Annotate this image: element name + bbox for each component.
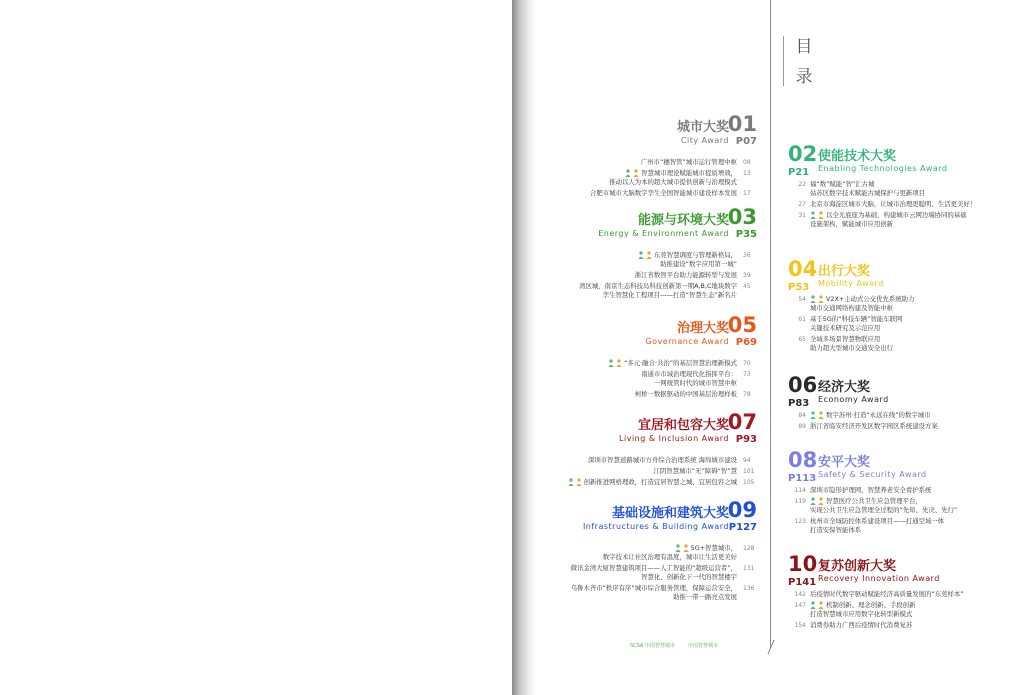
entry-title-line: 设施架构，赋能城市应用创新 bbox=[810, 220, 894, 228]
section-title: 使能技术大奖 bbox=[818, 149, 897, 164]
entry-title-line: 合肥市城市大脑数字孪生全国智能城市建设样本发展 bbox=[590, 189, 737, 197]
section-number: 07 bbox=[727, 410, 757, 434]
person-icon bbox=[818, 411, 824, 419]
entry-page-number: 147 bbox=[794, 602, 806, 609]
person-icon bbox=[683, 544, 689, 552]
award-section-07 bbox=[542, 410, 757, 489]
entry-page-number: 45 bbox=[743, 283, 751, 290]
entry-title-line: 杭州市全域防控体系建设项目——打通空域一体 bbox=[810, 517, 945, 525]
section-title: 城市大奖 bbox=[676, 120, 729, 135]
section-page: P127 bbox=[728, 522, 757, 533]
entry-title-line: 打造智慧城市应用数字化转型新模式 bbox=[810, 610, 913, 618]
person-icon bbox=[810, 497, 816, 505]
entry-title-line: 数字技术让社区治理有温度，城市让生活更美好 bbox=[602, 553, 737, 561]
toc-entry[interactable] bbox=[788, 621, 1018, 630]
entry-title-line: 全域多场景智慧物联应用 bbox=[810, 335, 881, 343]
section-header[interactable] bbox=[542, 205, 757, 249]
section-subtitle: Energy & Environment Award bbox=[598, 229, 729, 238]
toc-entry[interactable] bbox=[788, 295, 1018, 313]
toc-page bbox=[512, 0, 1024, 695]
entry-page-number: 27 bbox=[798, 201, 806, 208]
entry-title-line: 柯桥一数据驱动的中国基层治理样板 bbox=[634, 390, 737, 398]
entry-page-number: 65 bbox=[798, 336, 806, 343]
section-header[interactable] bbox=[788, 257, 1018, 293]
divider-tick bbox=[766, 640, 776, 654]
section-page: P69 bbox=[735, 337, 757, 348]
column-divider bbox=[770, 0, 771, 648]
toc-entry[interactable] bbox=[788, 211, 1018, 229]
toc-heading-char: 录 bbox=[795, 67, 813, 87]
entry-page-number: 136 bbox=[743, 585, 755, 592]
section-header[interactable] bbox=[542, 313, 757, 357]
section-subtitle: City Award bbox=[680, 136, 729, 145]
section-header[interactable] bbox=[542, 498, 757, 542]
entry-page-number: 78 bbox=[743, 391, 751, 398]
entry-page-number: 128 bbox=[743, 545, 755, 552]
toc-heading-char: 目 bbox=[795, 37, 813, 57]
award-section-02 bbox=[788, 142, 1018, 231]
entry-page-number: 31 bbox=[798, 212, 806, 219]
entry-title-line: 南通市市域治理现代化指挥平台： bbox=[641, 370, 737, 378]
section-title: 经济大奖 bbox=[818, 380, 871, 395]
toc-entry[interactable] bbox=[542, 467, 757, 476]
toc-entry[interactable] bbox=[542, 158, 757, 167]
section-number: 04 bbox=[788, 257, 818, 281]
person-icon bbox=[810, 411, 816, 419]
footer-logo-1: SCSA 中国智慧城市 bbox=[630, 643, 675, 649]
entry-title-line: 广州市“穗智管”城市运行管理中枢 bbox=[640, 158, 737, 166]
section-subtitle: Economy Award bbox=[818, 395, 889, 404]
person-icon bbox=[576, 478, 582, 486]
section-header[interactable] bbox=[788, 448, 1018, 484]
entry-title-line: 助力超大型城市交通安全出行 bbox=[810, 344, 894, 352]
entry-title-line: 福“数”赋能“智”汇古城 bbox=[810, 180, 875, 188]
section-number: 09 bbox=[727, 498, 757, 522]
section-number: 01 bbox=[727, 112, 757, 136]
award-section-09 bbox=[542, 498, 757, 604]
section-title: 基础设施和建筑大奖 bbox=[611, 506, 729, 521]
award-section-03 bbox=[542, 205, 757, 302]
entry-page-number: 131 bbox=[743, 565, 755, 572]
entry-title-line: 姑苏区数字技术赋能古城保护与更新项目 bbox=[810, 189, 926, 197]
section-subtitle: Infrastructures & Building Award bbox=[582, 522, 729, 531]
entry-title-line: 一网统管时代的城市智慧中枢 bbox=[653, 379, 737, 387]
entry-title-line: 深圳市智慧道路城市方舟综合治理系统 海绵城市建设 bbox=[587, 456, 737, 464]
section-page: P35 bbox=[735, 229, 757, 240]
book-spine-shadow bbox=[512, 0, 536, 695]
entry-page-number: 73 bbox=[743, 371, 751, 378]
section-subtitle: Enabling Technologies Award bbox=[818, 164, 948, 173]
section-number: 10 bbox=[788, 552, 818, 576]
entry-page-number: 154 bbox=[794, 622, 806, 629]
section-page: P83 bbox=[788, 398, 810, 409]
entry-title-line: 智慧化、创新化下一代的智慧楼宇 bbox=[641, 573, 737, 581]
toc-entry[interactable] bbox=[542, 359, 757, 368]
section-page: P07 bbox=[735, 136, 757, 147]
person-icon bbox=[810, 295, 816, 303]
entry-title-line: 智慧医疗公共卫生应急管理平台， bbox=[826, 497, 922, 505]
entry-page-number: 84 bbox=[798, 412, 806, 419]
entry-page-number: 13 bbox=[743, 170, 751, 177]
section-subtitle: Governance Award bbox=[645, 337, 729, 346]
section-page: P93 bbox=[735, 434, 757, 445]
section-subtitle: Recovery Innovation Award bbox=[818, 574, 940, 583]
section-header[interactable] bbox=[788, 552, 1018, 588]
toc-heading-bar bbox=[783, 36, 784, 86]
entry-page-number: 61 bbox=[798, 316, 806, 323]
entry-title-line: 助推一带一路亮点发展 bbox=[673, 593, 737, 601]
section-title: 宜居和包容大奖 bbox=[637, 418, 729, 433]
entry-title-line: 孪生智慧化工程项目——打造“智慧生态”新名片 bbox=[602, 291, 737, 299]
toc-entry[interactable] bbox=[788, 335, 1018, 353]
entry-title-line: 乌鲁木齐市“秩序有序”城市综合服务管理，保障运营安全， bbox=[570, 584, 737, 592]
toc-entry[interactable] bbox=[788, 180, 1018, 198]
toc-entry[interactable] bbox=[788, 200, 1018, 209]
section-number: 08 bbox=[788, 448, 818, 472]
toc-entry[interactable] bbox=[788, 590, 1018, 599]
award-section-06 bbox=[788, 373, 1018, 433]
person-icon bbox=[646, 251, 652, 259]
entry-page-number: 54 bbox=[798, 296, 806, 303]
toc-entry[interactable] bbox=[788, 486, 1018, 495]
entry-page-number: 36 bbox=[743, 252, 751, 259]
entry-title-line: 浙江省临安经济开发区数字园区系统建设方案 bbox=[810, 422, 938, 430]
section-header[interactable] bbox=[542, 112, 757, 156]
entry-title-line: V2X+主动式公交优先系统助力 bbox=[826, 295, 915, 303]
section-header[interactable] bbox=[788, 373, 1018, 409]
award-section-01 bbox=[542, 112, 757, 200]
person-icon bbox=[616, 359, 622, 367]
entry-title-line: 智慧城市理论赋能城市提质增效， bbox=[641, 169, 737, 177]
person-icon bbox=[818, 497, 824, 505]
entry-title-line: 基于5G的“科技车辆”智能车联网 bbox=[810, 315, 903, 323]
toc-entry[interactable] bbox=[542, 544, 757, 562]
person-icon bbox=[638, 251, 644, 259]
entry-title-line: 数字苏州·打造“永远在线”的数字城市 bbox=[826, 411, 931, 419]
entry-title-line: 关键技术研究及示范应用 bbox=[810, 324, 881, 332]
toc-heading bbox=[792, 32, 816, 92]
toc-entry[interactable] bbox=[542, 390, 757, 399]
section-number: 03 bbox=[727, 205, 757, 229]
toc-entry[interactable] bbox=[542, 370, 757, 388]
entry-title-line: 5G+智慧城市， bbox=[690, 544, 737, 552]
entry-page-number: 119 bbox=[794, 498, 806, 505]
toc-entry[interactable] bbox=[542, 282, 757, 300]
entry-page-number: 89 bbox=[798, 423, 806, 430]
entry-page-number: 123 bbox=[794, 518, 806, 525]
entry-page-number: 142 bbox=[794, 591, 806, 598]
entry-title-line: 浙江省数智平台助力能源转型与发展 bbox=[634, 271, 737, 279]
person-icon bbox=[568, 478, 574, 486]
section-page: P141 bbox=[788, 577, 817, 588]
entry-page-number: 08 bbox=[743, 159, 751, 166]
section-title: 治理大奖 bbox=[676, 321, 729, 336]
person-icon bbox=[633, 169, 639, 177]
section-subtitle: Safety & Security Award bbox=[818, 470, 927, 479]
section-page: P53 bbox=[788, 282, 810, 293]
section-title: 出行大奖 bbox=[818, 264, 871, 279]
award-section-10 bbox=[788, 552, 1018, 632]
section-subtitle: Mobility Award bbox=[818, 279, 884, 288]
entry-title-line: 湾区城，南京生态科技岛科技创新第一期A,B,C地块数字 bbox=[579, 282, 737, 290]
toc-entry[interactable] bbox=[542, 584, 757, 602]
toc-entry[interactable] bbox=[788, 497, 1018, 515]
entry-title-line: “多元·融合·共治”的基层智慧治理新模式 bbox=[624, 359, 737, 367]
entry-title-line: 后疫情时代数字驱动赋能经济高质量发展的“东莞样本” bbox=[810, 590, 964, 598]
toc-entry[interactable] bbox=[788, 315, 1018, 333]
entry-title-line: 东莞智慧调度与管理新格局， bbox=[653, 251, 737, 259]
section-title: 安平大奖 bbox=[818, 455, 871, 470]
section-subtitle: Living & Inclusion Award bbox=[619, 434, 729, 443]
section-page: P21 bbox=[788, 167, 810, 178]
section-header[interactable] bbox=[542, 410, 757, 454]
entry-page-number: 22 bbox=[798, 181, 806, 188]
person-icon bbox=[818, 601, 824, 609]
entry-page-number: 94 bbox=[743, 457, 751, 464]
entry-page-number: 39 bbox=[743, 272, 751, 279]
entry-page-number: 101 bbox=[743, 468, 755, 475]
person-icon bbox=[608, 359, 614, 367]
entry-title-line: 江阴智慧城市“无”障碍“智”慧 bbox=[653, 467, 737, 475]
toc-entry[interactable] bbox=[788, 517, 1018, 535]
person-icon bbox=[810, 211, 816, 219]
section-number: 06 bbox=[788, 373, 818, 397]
entry-page-number: 70 bbox=[743, 360, 751, 367]
section-header[interactable] bbox=[788, 142, 1018, 178]
entry-title-line: 机制创新、理念创新、手段创新 bbox=[826, 601, 916, 609]
toc-entry[interactable] bbox=[542, 271, 757, 280]
person-icon bbox=[818, 295, 824, 303]
award-section-08 bbox=[788, 448, 1018, 537]
footer-logos bbox=[630, 640, 750, 652]
award-section-04 bbox=[788, 257, 1018, 355]
entry-title-line: 北京市海淀区城市大脑，让城市治理更聪明、生活更美好！ bbox=[810, 200, 977, 208]
toc-entry[interactable] bbox=[788, 422, 1018, 431]
person-icon bbox=[675, 544, 681, 552]
entry-title-line: 推动以人为本的超大城市提供创新与治理模式 bbox=[609, 178, 737, 186]
toc-entry[interactable] bbox=[788, 601, 1018, 619]
entry-page-number: 105 bbox=[743, 479, 755, 486]
footer-logo-2: 中国智慧城市 bbox=[688, 643, 719, 649]
toc-entry[interactable] bbox=[542, 478, 757, 487]
toc-entry[interactable] bbox=[542, 169, 757, 187]
toc-entry[interactable] bbox=[788, 411, 1018, 420]
award-section-05 bbox=[542, 313, 757, 401]
entry-title-line: 微讯金湾大厦智慧建筑项目——人工智能的“超级运营者”， bbox=[570, 564, 737, 572]
section-number: 02 bbox=[788, 142, 818, 166]
person-icon bbox=[625, 169, 631, 177]
section-page: P113 bbox=[788, 473, 817, 484]
entry-title-line: 深圳市隐形护理网，智慧养老安全看护系统 bbox=[810, 486, 932, 494]
entry-title-line: 以全光底座为基础，构建城市云网边端协同的基础 bbox=[826, 211, 967, 219]
person-icon bbox=[818, 211, 824, 219]
entry-page-number: 114 bbox=[794, 487, 806, 494]
entry-page-number: 17 bbox=[743, 190, 751, 197]
entry-title-line: 城市交通网络构建及智能中枢 bbox=[810, 304, 894, 312]
section-title: 能源与环境大奖 bbox=[637, 213, 729, 228]
person-icon bbox=[810, 601, 816, 609]
entry-title-line: 助推建设“数字应用第一城” bbox=[660, 260, 737, 268]
entry-title-line: 消费券助力广西后疫情时代消费复苏 bbox=[810, 621, 913, 629]
section-title: 复苏创新大奖 bbox=[818, 559, 897, 574]
section-number: 05 bbox=[727, 313, 757, 337]
entry-title-line: 实现公共卫生应急管理全过程的“先知、先决、先行” bbox=[810, 506, 958, 514]
toc-entry[interactable] bbox=[542, 564, 757, 582]
toc-entry[interactable] bbox=[542, 189, 757, 198]
toc-entry[interactable] bbox=[542, 251, 757, 269]
toc-entry[interactable] bbox=[542, 456, 757, 465]
entry-title-line: 打造安保智能体系 bbox=[810, 526, 862, 534]
entry-title-line: 创新推进网格理政，打造宜居智慧之城、宜居包容之城 bbox=[583, 478, 737, 486]
